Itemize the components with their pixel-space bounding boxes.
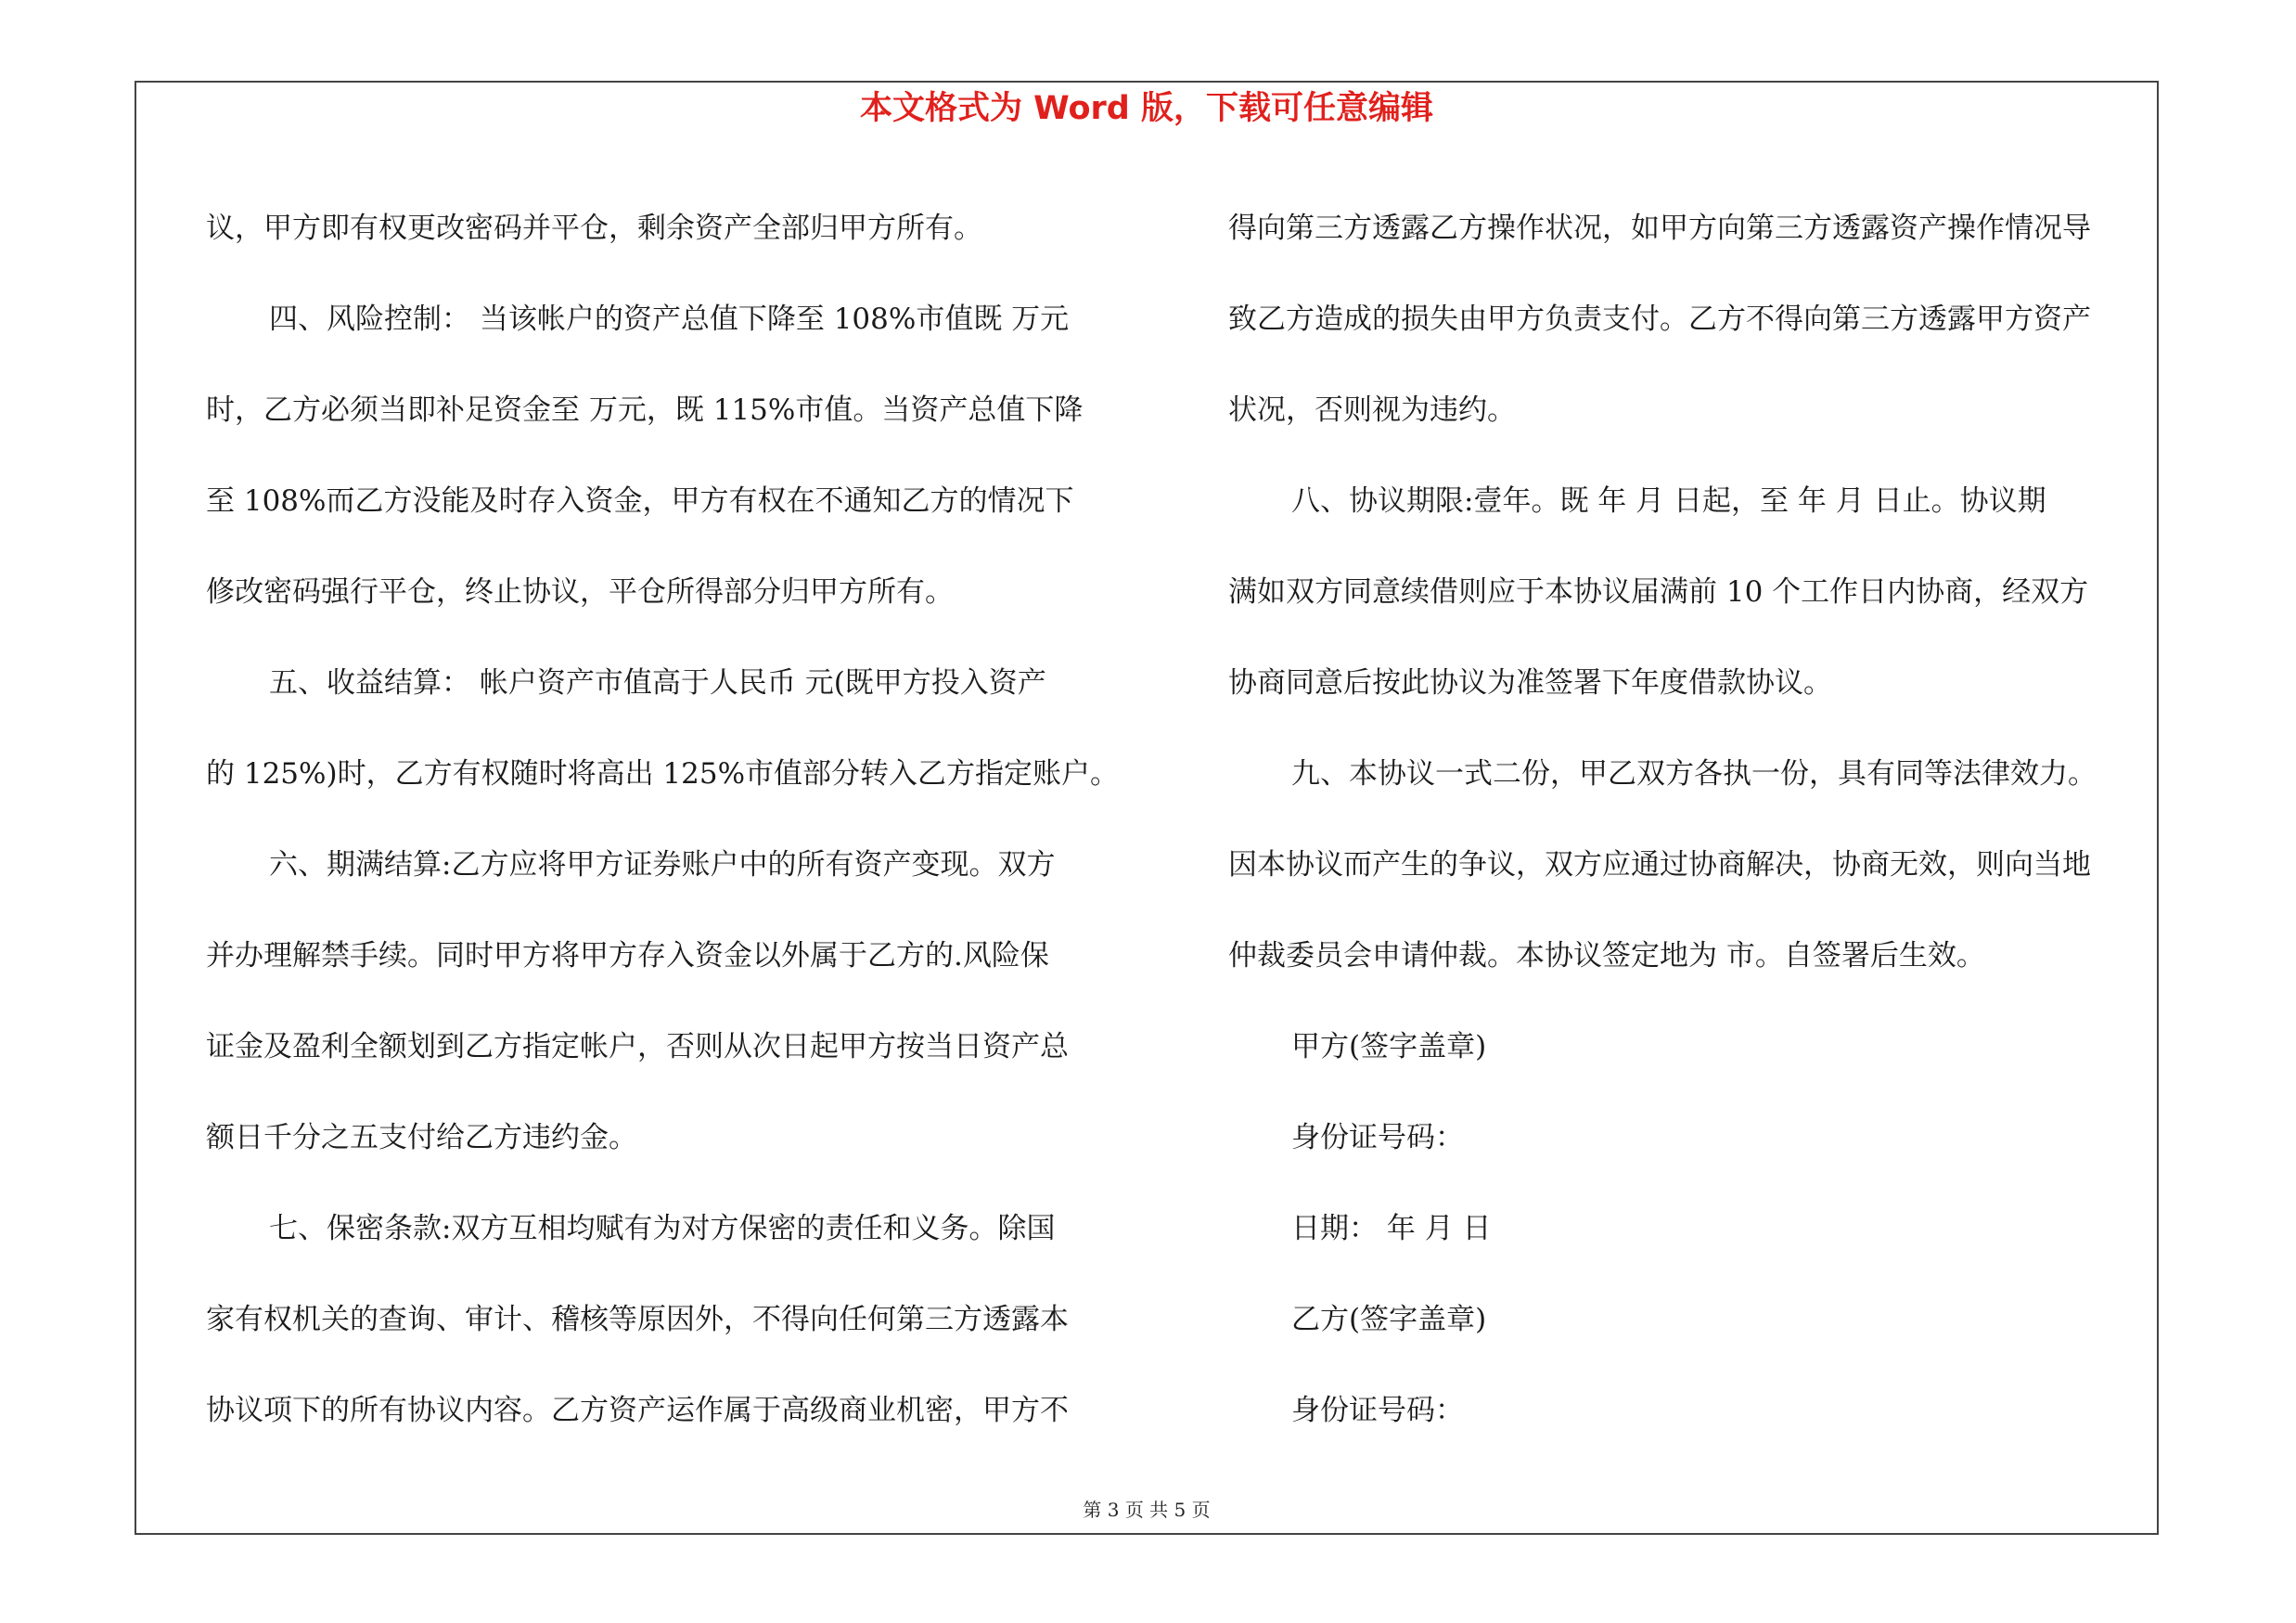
paragraph-line: 六、期满结算:乙方应将甲方证券账户中的所有资产变现。双方 <box>269 848 1056 882</box>
paragraph-line: 因本协议而产生的争议，双方应通过协商解决，协商无效，则向当地 <box>1228 848 2091 882</box>
date-label: 日期： 年 月 日 <box>1291 1212 1492 1245</box>
paragraph-line: 八、协议期限:壹年。既 年 月 日起，至 年 月 日止。协议期 <box>1291 484 2046 518</box>
paragraph-line: 证金及盈利全额划到乙方指定帐户，否则从次日起甲方按当日资产总 <box>206 1030 1069 1063</box>
left-column <box>206 183 1134 1456</box>
paragraph-line: 修改密码强行平仓，终止协议，平仓所得部分归甲方所有。 <box>206 575 954 609</box>
id-number-label: 身份证号码： <box>1291 1394 1464 1427</box>
paragraph-line: 家有权机关的查询、审计、稽核等原因外，不得向任何第三方透露本 <box>206 1303 1069 1336</box>
right-column <box>1228 183 2170 1456</box>
page-number: 第 3 页 共 5 页 <box>1083 1499 1211 1521</box>
paragraph-line: 状况，否则视为违约。 <box>1228 393 1516 427</box>
paragraph-line: 协议项下的所有协议内容。乙方资产运作属于高级商业机密，甲方不 <box>206 1394 1069 1427</box>
paragraph-line: 额日千分之五支付给乙方违约金。 <box>206 1121 637 1154</box>
header-banner: 本文格式为 Word 版，下载可任意编辑 <box>859 90 1434 127</box>
paragraph-line: 至 108%而乙方没能及时存入资金，甲方有权在不通知乙方的情况下 <box>206 484 1074 518</box>
paragraph-line: 仲裁委员会申请仲裁。本协议签定地为 市。自签署后生效。 <box>1228 939 1985 973</box>
signature-party-a: 甲方(签字盖章) <box>1291 1030 1487 1063</box>
paragraph-line: 时，乙方必须当即补足资金至 万元，既 115%市值。当资产总值下降 <box>206 393 1084 427</box>
paragraph-line: 得向第三方透露乙方操作状况，如甲方向第三方透露资产操作情况导 <box>1228 212 2091 245</box>
paragraph-line: 满如双方同意续借则应于本协议届满前 10 个工作日内协商，经双方 <box>1228 575 2089 609</box>
paragraph-line: 七、保密条款:双方互相均赋有为对方保密的责任和义务。除国 <box>269 1212 1056 1245</box>
paragraph-line: 的 125%)时，乙方有权随时将高出 125%市值部分转入乙方指定账户。 <box>206 757 1120 791</box>
paragraph-line: 四、风险控制： 当该帐户的资产总值下降至 108%市值既 万元 <box>269 303 1070 336</box>
paragraph-line: 协商同意后按此协议为准签署下年度借款协议。 <box>1228 666 1832 700</box>
paragraph-line: 议，甲方即有权更改密码并平仓，剩余资产全部归甲方所有。 <box>206 212 982 245</box>
paragraph-line: 致乙方造成的损失由甲方负责支付。乙方不得向第三方透露甲方资产 <box>1228 303 2091 336</box>
paragraph-line: 五、收益结算： 帐户资产市值高于人民币 元(既甲方投入资产 <box>269 666 1046 700</box>
signature-party-b: 乙方(签字盖章) <box>1291 1303 1487 1336</box>
paragraph-line: 并办理解禁手续。同时甲方将甲方存入资金以外属于乙方的.风险保 <box>206 939 1049 973</box>
paragraph-line: 九、本协议一式二份，甲乙双方各执一份，具有同等法律效力。 <box>1291 757 2097 791</box>
id-number-label: 身份证号码： <box>1291 1121 1464 1154</box>
